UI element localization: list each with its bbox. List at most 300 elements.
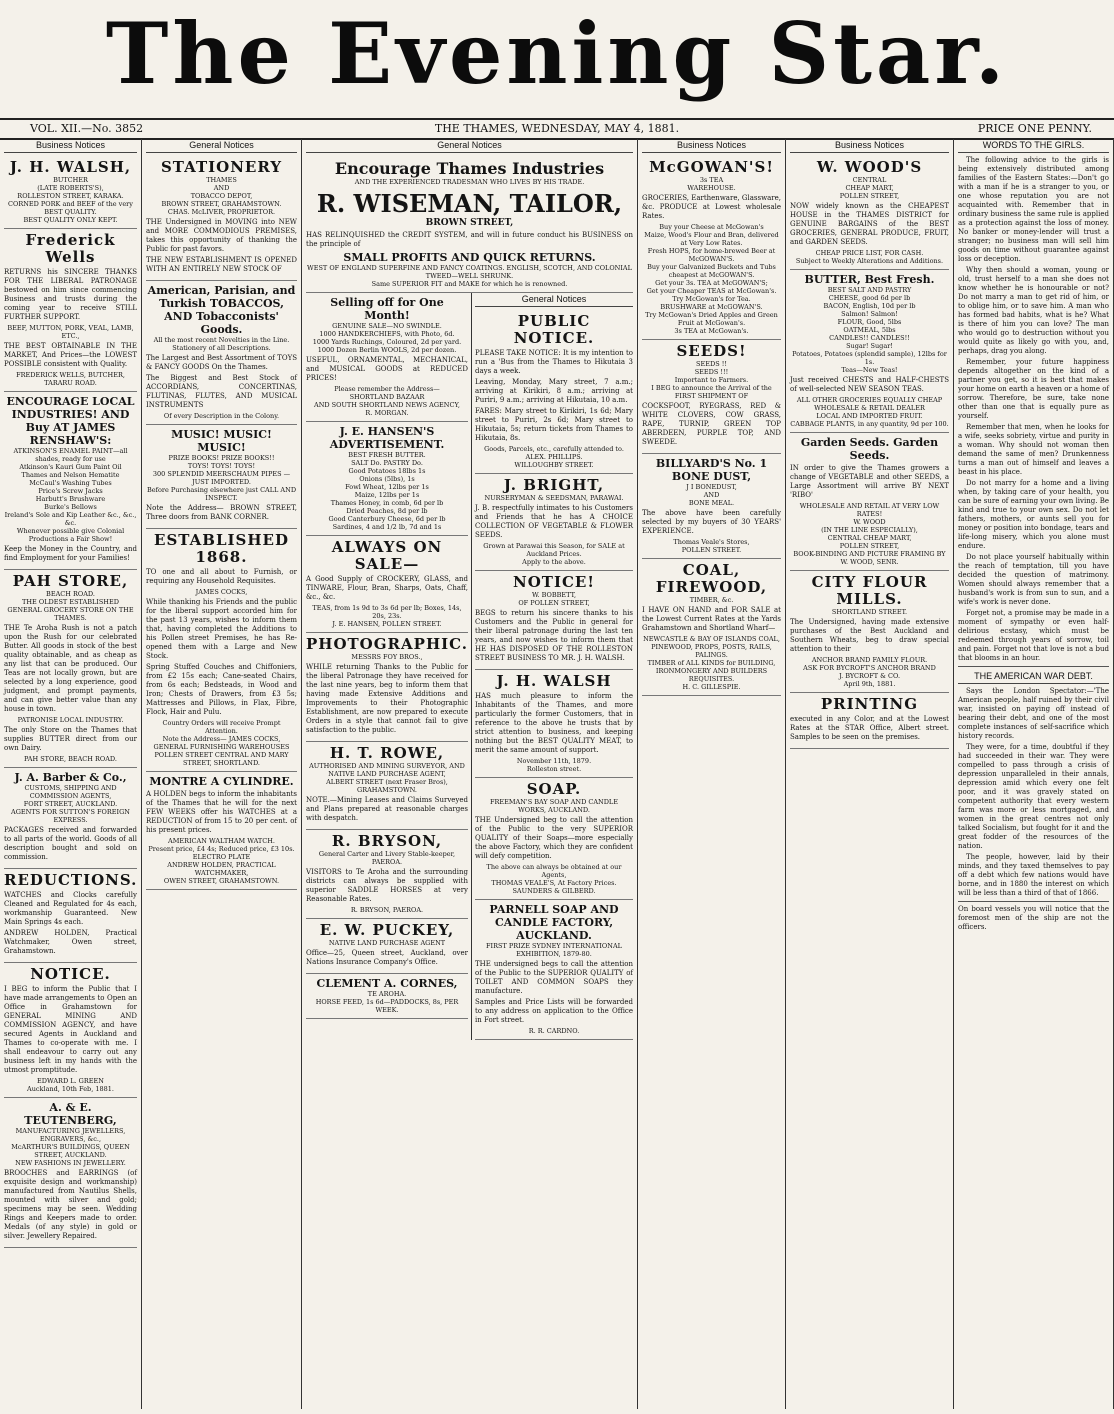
ad-line: General Carter and Livery Stable-keeper, PAEROA. bbox=[318, 850, 456, 866]
ad-line: The above have been carefully selected by my buyers of 30 YEARS' EXPERIENCE. bbox=[642, 509, 781, 535]
advertisement bbox=[146, 281, 297, 425]
ad-line: While thanking his Friends and the public for the liberal support accorded him for the past 13 years, wishes to inform them that, having completed the Additions to his Pollen street Premises, he has Re-opened them with a Large and New Stock. bbox=[146, 598, 297, 660]
ad-line: 1000 Dozen Berlin WOOLS, 2d per dozen. bbox=[317, 346, 457, 354]
ad-line: BACON, English, 10d per lb bbox=[823, 302, 916, 310]
ad-line: BROWN STREET, GRAHAMSTOWN. bbox=[161, 200, 282, 208]
ad-line: The only Store on the Thames that supplies BUTTER direct from our own Dairy. bbox=[4, 726, 137, 752]
ad-line: VISITORS to Te Aroha and the surrounding districts can always be supplied with superior SADDLE HORSES at very Reasonable Rates. bbox=[306, 868, 468, 903]
advertisement bbox=[475, 310, 633, 474]
ad-line: Get your Cheaper TEAS at McGowan's. bbox=[646, 287, 777, 295]
ad-line: THE NEW ESTABLISHMENT IS OPENED WITH AN ENTIRELY NEW STOCK OF bbox=[146, 256, 297, 273]
ad-line: POLLEN STREET CENTRAL AND MARY STREET, SHORTLAND. bbox=[154, 751, 289, 767]
ad-line: ASK FOR BYCROFT'S ANCHOR BRAND bbox=[803, 664, 936, 672]
column-4-heading: General Notices bbox=[475, 293, 633, 307]
ad-line: Subject to Weekly Alterations and Additions. bbox=[795, 257, 944, 265]
ad-line: OF POLLEN STREET, bbox=[518, 599, 590, 607]
wide-ad-subheadline: AND THE EXPERIENCED TRADESMAN WHO LIVES BY HIS TRADE. bbox=[354, 178, 585, 186]
wide-ad-text: HAS RELINQUISHED the CREDIT SYSTEM, and will in future conduct his BUSINESS on the principle of bbox=[306, 231, 633, 248]
ad-headline: R. BRYSON, bbox=[331, 832, 443, 850]
ad-line: The Undersigned, having made extensive purchases of the Best Auckland and Southern Wheats, beg to draw special attention to their bbox=[790, 618, 949, 653]
ad-line: April 9th, 1881. bbox=[843, 680, 896, 688]
ad-line: USEFUL, ORNAMENTAL, MECHANICAL, and MUSICAL GOODS at REDUCED PRICES! bbox=[306, 356, 468, 382]
ad-line: Maize, Wood's Flour and Bran, delivered at Very Low Rates. bbox=[644, 231, 779, 247]
ad-line: MESSRS FOY BROS., bbox=[351, 653, 423, 661]
ad-line: (LATE ROBERTS'S), bbox=[37, 184, 104, 192]
issue-date: THE THAMES, WEDNESDAY, MAY 4, 1881. bbox=[434, 122, 680, 135]
ad-headline: CITY FLOUR MILLS. bbox=[811, 573, 928, 608]
ad-headline: ALWAYS ON SALE— bbox=[331, 538, 443, 573]
ad-line: BRUSHWARE at McGOWAN'S. bbox=[660, 303, 763, 311]
ad-line: Teas—New Teas! bbox=[841, 366, 898, 374]
ad-line: AGENTS FOR SUTTON'S FOREIGN EXPRESS. bbox=[11, 808, 130, 824]
ad-line: Spring Stuffed Couches and Chiffoniers, from £2 15s each; Cane-seated Chairs, from 6s each; Bedsteads, in Wood and Iron; Chests of Drawers, from £3 5s; Mattresses and Pillows, in Flax, Fibre, Flock, Hair and Pulu. bbox=[146, 663, 297, 716]
ad-line: PACKAGES received and forwarded to all parts of the world. Goods of all description bought and sold on commission. bbox=[4, 826, 137, 861]
ad-headline: J. H. WALSH bbox=[496, 672, 612, 690]
ad-line: HAS much pleasure to inform the Inhabitants of the Thames, and more particularly the former Customers, that in reference to the above he trusts that by strict attention to business, and keeping nothing but the BEST QUALITY MEAT, to merit the same amount of support. bbox=[475, 692, 633, 754]
ad-headline: J. H. WALSH, bbox=[9, 158, 132, 176]
ad-line: CORNED PORK and BEEF of the very BEST QUALITY. bbox=[8, 200, 133, 216]
column-3b-ads bbox=[475, 310, 633, 1040]
ad-headline: Selling off for One Month! bbox=[330, 296, 444, 322]
masthead bbox=[0, 0, 1114, 118]
ad-headline: PUBLIC NOTICE. bbox=[513, 312, 595, 347]
ad-line: BONE MEAL. bbox=[688, 499, 735, 507]
ad-line: SEEDS !! bbox=[696, 360, 727, 368]
ad-line: CABBAGE PLANTS, in any quantity, 9d per 100. bbox=[790, 420, 949, 428]
advertisement bbox=[790, 693, 949, 749]
ad-line: Maize, 12lbs per 1s bbox=[354, 491, 420, 499]
ad-line: GENERAL FURNISHING WAREHOUSES bbox=[153, 743, 290, 751]
ad-line: Try McGowan's for Tea. bbox=[672, 295, 751, 303]
ad-line: Atkinson's Kauri Gum Paint Oil bbox=[19, 463, 122, 471]
ad-line: AUTHORISED AND MINING SURVEYOR, AND bbox=[309, 762, 465, 770]
ad-line: Goods, Parcels, etc., carefully attended to. bbox=[484, 445, 624, 453]
ad-line: 300 SPLENDID MEERSCHAUM PIPES —JUST IMPORTED. bbox=[152, 470, 291, 486]
advertisement bbox=[306, 422, 468, 536]
ad-line: CHAS. McLIVER, PROPRIETOR. bbox=[167, 208, 276, 216]
advertisement bbox=[4, 869, 137, 963]
ad-line: The Biggest and Best Stock of ACCORDIANS, CONCERTINAS, FLUTINAS, FLUTES, AND MUSICAL INSTRUMENTS bbox=[146, 374, 297, 409]
ad-line: NATIVE LAND PURCHASE AGENT, bbox=[328, 770, 446, 778]
ad-line: FARES: Mary street to Kirikiri, 1s 6d; Mary street to Puriri, 2s 6d; Mary street to Hikutaia, 5s; return tickets from Thames to Hikutaia, 8s. bbox=[475, 407, 633, 442]
ad-line: FORT STREET, AUCKLAND. bbox=[23, 800, 118, 808]
article-paragraph: Remember, your future happiness depends altogether on the kind of a partner you get, so it is best that makes your home on earth a heaven or a home of sorrow. Therefore, be sure, take none other than one that is equally pure as yourself. bbox=[958, 358, 1109, 420]
ad-line: SALT Do. PASTRY Do. bbox=[351, 459, 423, 467]
advertisement bbox=[475, 474, 633, 571]
column-6-ads bbox=[790, 156, 949, 749]
words-to-girls-article bbox=[958, 156, 1109, 663]
advertisement bbox=[4, 229, 137, 392]
ad-line: Of every Description in the Colony. bbox=[163, 412, 280, 420]
wide-ad-street: BROWN STREET, bbox=[425, 218, 514, 228]
article-paragraph: Do not place yourself habitually within the reach of temptation, till you have decided the question of matrimony. Women should always remember that a husband's work is from sun to sun, and a wife's work is never done. bbox=[958, 553, 1109, 606]
ad-line: TE AROHA. bbox=[367, 990, 407, 998]
ad-line: Thomas Veale's Stores, bbox=[673, 538, 750, 546]
ad-line: I HAVE ON HAND and FOR SALE at the Lowest Current Rates at the Yards Grahamstown and Shortland Wharf— bbox=[642, 606, 781, 632]
ad-line: Leaving, Monday, Mary street, 7 a.m.; arriving at Kirikiri, 8 a.m.; arriving at Puriri, 9 a.m.; arriving at Hikutaia, 10 a.m. bbox=[475, 378, 633, 404]
divider bbox=[958, 666, 1109, 667]
article-paragraph: They were, for a time, doubtful if they had succeeded in their war. They were compelled to pass through a crisis of depression unparalleled in their annals, depression amid which every one felt poor, and it was gravely stated on competent authority that every western farm was more or less mortgaged, and women in the great centres not only talked Socialism, but fought for it and the great fodder of the resources of the nation. bbox=[958, 743, 1109, 850]
ad-line: CANDLES!! CANDLES!! bbox=[829, 334, 910, 342]
ad-headline: H. T. ROWE, bbox=[329, 744, 445, 762]
ad-line: Rolleston street. bbox=[526, 765, 582, 773]
ad-line: Good Potatoes 18lbs 1s bbox=[348, 467, 426, 475]
ad-headline: PRINTING bbox=[820, 695, 919, 713]
ad-headline: REDUCTIONS. bbox=[4, 871, 138, 889]
ad-headline: MUSIC! MUSIC! MUSIC! bbox=[171, 428, 272, 454]
advertisement bbox=[790, 270, 949, 433]
ad-line: Buy your Cheese at McGowan's bbox=[659, 223, 764, 231]
ad-line: Auckland, 10th Feb, 1881. bbox=[27, 1085, 114, 1093]
ad-line: GENUINE SALE—NO SWINDLE. bbox=[332, 322, 442, 330]
ad-line: A Good Supply of CROCKERY, GLASS, and TINWARE, Flour, Bran, Sharps, Oats, Chaff, &c., &c. bbox=[306, 575, 468, 601]
advertisement bbox=[475, 900, 633, 1040]
ad-headline: NOTICE. bbox=[30, 965, 111, 983]
ad-line: FREEMAN'S BAY SOAP AND CANDLE WORKS, AUCKLAND. bbox=[489, 798, 618, 814]
ad-headline: NOTICE! bbox=[513, 573, 595, 591]
ad-line: H. C. GILLESPIE. bbox=[682, 683, 741, 691]
ad-line: Ireland's Sole and Kip Leather &c., &c., &c. bbox=[4, 511, 137, 527]
ad-line: IN order to give the Thames growers a change of VEGETABLE and other SEEDS, a Large Assortment will arrive BY NEXT 'RIBO' bbox=[790, 464, 949, 499]
ad-line: TOBACCO DEPOT, bbox=[190, 192, 253, 200]
ad-line: November 11th, 1879. bbox=[516, 757, 592, 765]
advertisement bbox=[306, 830, 468, 919]
column-6 bbox=[786, 139, 954, 1409]
wide-ad-name: R. WISEMAN, TAILOR, bbox=[316, 189, 623, 218]
ad-line: BUTCHER bbox=[53, 176, 88, 184]
ad-line: WHILE returning Thanks to the Public for the liberal Patronage they have received for the last nine years, beg to inform them that having made Extensive Additions and Improvements to their Photographic Establishment, are now prepared to execute Orders in a style that cannot fail to give satisfaction to the public. bbox=[306, 663, 468, 734]
article-paragraph: Forget not, a promise may be made in a moment of sympathy or even half-delirious ecstasy, which must be redeemed through years of sorrow, toil and pain. Forget not that love is not a bud that blooms in an hour. bbox=[958, 609, 1109, 662]
ad-line: 1000 HANDKERCHIEFS, with Photo, 6d. bbox=[319, 330, 455, 338]
ad-line: Present price, £4 4s; Reduced price, £3 10s. bbox=[148, 845, 295, 853]
ad-line: I BEG to announce the Arrival of the FIRST SHIPMENT OF bbox=[651, 384, 772, 400]
ad-headline: Garden Seeds. Garden Seeds. bbox=[800, 436, 939, 462]
ad-line: THOMAS VEALE'S, At Factory Prices. bbox=[491, 879, 617, 887]
ad-line: BEGS to return his sincere thanks to his Customers and the Public in general for their liberal patronage during the last ten years, and now wishes to inform them that HE HAS DISPOSED OF THE ROLLESTON STREET BUSINESS TO MR. J. H. WALSH. bbox=[475, 609, 633, 662]
ad-line: WHOLESALE AND RETAIL AT VERY LOW RATES! bbox=[799, 502, 940, 518]
column-3a-ads bbox=[306, 293, 472, 1040]
ad-headline: STATIONERY bbox=[160, 158, 283, 176]
ad-line: FLOUR, Good, 5lbs bbox=[837, 318, 902, 326]
ad-line: BEACH ROAD. bbox=[46, 590, 95, 598]
ad-line: PATRONISE LOCAL INDUSTRY. bbox=[17, 716, 124, 724]
ad-line: I BEG to inform the Public that I have made arrangements to Open an Office in Grahamstown for GENERAL MINING AND COMMISSION AGENCY, and have secured Agents in Auckland and Thames to co-operate with me. I shall endeavour to carry out any business left in my hands with the utmost promptitude. bbox=[4, 985, 137, 1074]
ad-line: Sugar! Sugar! bbox=[846, 342, 893, 350]
ad-headline: PHOTOGRAPHIC. bbox=[306, 635, 469, 653]
ad-line: CUSTOMS, SHIPPING AND COMMISSION AGENTS, bbox=[24, 784, 117, 800]
ad-line: ALEX. PHILLIPS. bbox=[525, 453, 583, 461]
column-5-ads bbox=[642, 156, 781, 696]
ad-headline: Frederick Wells bbox=[25, 231, 116, 266]
ad-line: Office—25, Queen street, Auckland, over Nations Insurance Company's Office. bbox=[306, 949, 468, 966]
ad-line: TO one and all about to Furnish, or requiring any Household Requisites. bbox=[146, 568, 297, 585]
advertisement bbox=[306, 293, 468, 422]
column-1 bbox=[0, 139, 142, 1409]
column-5 bbox=[638, 139, 786, 1409]
ad-line: J I BONEDUST, bbox=[686, 483, 737, 491]
column-6-heading: Business Notices bbox=[790, 139, 949, 153]
ad-line: Grown at Parawai this Season, for SALE at Auckland Prices. bbox=[483, 542, 625, 558]
ad-line: THE Te Aroha Rush is not a patch upon the Rush for our celebrated Butter. All goods in stock of the best quality obtainable, and as cheap as any list that can be produced. Our Teas are not locally grown, but are selected by a long experience, good judgment, and prompt payments, and can give better value than any house in town. bbox=[4, 624, 137, 713]
advertisement bbox=[642, 156, 781, 340]
article-paragraph: The people, however, laid by their minds, and they taxed themselves to pay off a debt which few nations would have borne, and in 1880 the interest on which will be less than a third of that of 1866. bbox=[958, 853, 1109, 897]
ad-headline: W. WOOD'S bbox=[816, 158, 923, 176]
ad-line: Keep the Money in the Country, and find Employment for your Families! bbox=[4, 545, 137, 562]
ad-line: ANDREW HOLDEN, Practical Watchmaker, Owen street, Grahamstown. bbox=[4, 929, 137, 955]
volume-number: VOL. XII.—No. 3852 bbox=[30, 122, 144, 135]
advertisement bbox=[4, 392, 137, 570]
ad-line: TIMBER, &c. bbox=[689, 596, 734, 604]
ad-line: RETURNS his SINCERE THANKS FOR THE LIBERAL PATRONAGE bestowed on him since commencing Business and trusts during the coming year to receive STILL FURTHER SUPPORT. bbox=[4, 268, 137, 321]
advertisement bbox=[146, 772, 297, 890]
price: PRICE ONE PENNY. bbox=[977, 122, 1092, 135]
ad-line: Potatoes, Potatoes (splendid sample), 12lbs for 1s. bbox=[792, 350, 947, 366]
ad-line: ALL OTHER GROCERIES EQUALLY CHEAP bbox=[796, 396, 943, 404]
ad-line: CHEAP PRICE LIST, FOR CASH. bbox=[815, 249, 924, 257]
advertisement bbox=[790, 571, 949, 693]
ad-headline: SEEDS! bbox=[676, 342, 747, 360]
ad-line: (IN THE LINE ESPECIALLY), bbox=[821, 526, 918, 534]
ad-line: WHOLESALE & RETAIL DEALER bbox=[814, 404, 925, 412]
ad-line: THE OLDEST ESTABLISHED GENERAL GROCERY STORE ON THE THAMES. bbox=[7, 598, 134, 622]
ad-headline: SOAP. bbox=[526, 780, 582, 798]
ad-line: AND bbox=[213, 184, 230, 192]
ad-line: All the most recent Novelties in the Line. bbox=[153, 336, 290, 344]
ad-line: POLLEN STREET, bbox=[839, 192, 900, 200]
ad-line: NEW FASHIONS IN JEWELLERY. bbox=[15, 1159, 126, 1167]
ad-line: ROLLESTON STREET, KARAKA. bbox=[17, 192, 124, 200]
advertisement bbox=[790, 433, 949, 571]
column-7 bbox=[954, 139, 1114, 1409]
ad-line: WILLOUGHBY STREET. bbox=[514, 461, 594, 469]
ad-line: CENTRAL bbox=[852, 176, 887, 184]
ad-line: Stationery of all Descriptions. bbox=[172, 344, 271, 352]
advertisement bbox=[4, 1098, 137, 1248]
ad-line: FIRST PRIZE SYDNEY INTERNATIONAL EXHIBITION, 1879-80. bbox=[486, 942, 622, 958]
ad-line: The Largest and Best Assortment of TOYS & FANCY GOODS On the Thames. bbox=[146, 354, 297, 371]
ad-headline: A. & E. TEUTENBERG, bbox=[24, 1101, 117, 1127]
ad-line: Whenever possible give Colonial Productions a Fair Show! bbox=[16, 527, 125, 543]
advertisement bbox=[4, 768, 137, 869]
ad-line: Thames and Nelson Hematite bbox=[21, 471, 120, 479]
ad-headline: E. W. PUCKEY, bbox=[319, 921, 455, 939]
ad-line: executed in any Color, and at the Lowest Rates at the STAR Office, Albert street. Samples to be seen on the premises. bbox=[790, 715, 949, 741]
ad-line: Fresh HOPS, for home-brewed Beer at McGOWAN'S. bbox=[647, 247, 776, 263]
ad-line: NEWCASTLE & BAY OF ISLANDS COAL, bbox=[643, 635, 780, 643]
ad-line: TIMBER of ALL KINDS for BUILDING, bbox=[647, 659, 776, 667]
column-1-ads bbox=[4, 156, 137, 1248]
article-paragraph: Says the London Spectator:—'The American people, half ruined by their civil war, insisted on paying off instead of bearing their debt, and one of the most complete instances of self-sacrifice which history records. bbox=[958, 687, 1109, 740]
ad-line: PAH STORE, BEACH ROAD. bbox=[24, 755, 117, 763]
advertisement bbox=[306, 742, 468, 830]
column-5-heading: Business Notices bbox=[642, 139, 781, 153]
ad-line: TEAS, from 1s 9d to 3s 6d per lb; Boxes, 14s, 20s, 23s. bbox=[312, 604, 462, 620]
ad-line: Buy your Galvanized Buckets and Tubs cheapest at McGOWAN'S. bbox=[647, 263, 776, 279]
wide-ad-line-1: WEST OF ENGLAND SUPERFINE AND FANCY COATINGS. ENGLISH, SCOTCH, AND COLONIAL TWEED—WELL SHRUNK. bbox=[307, 264, 632, 280]
ad-line: Thames Honey, in comb, 6d per lb bbox=[330, 499, 444, 507]
ad-line: ATKINSON'S ENAMEL PAINT—all shades, ready for use bbox=[13, 447, 128, 463]
ad-line: FREDERICK WELLS, BUTCHER, TARARU ROAD. bbox=[16, 371, 125, 387]
ad-line: Try McGowan's Dried Apples and Green Fruit at McGowan's. bbox=[645, 311, 778, 327]
ad-line: SHORTLAND BAZAAR bbox=[349, 393, 425, 401]
advertisement bbox=[475, 670, 633, 778]
ad-line: BEST QUALITY ONLY KEPT. bbox=[23, 216, 118, 224]
ad-headline: BILLYARD'S No. 1 BONE DUST, bbox=[655, 457, 768, 483]
ad-line: AMERICAN WALTHAM WATCH. bbox=[168, 837, 275, 845]
ad-line: McARTHUR'S BUILDINGS, QUEEN STREET, AUCKLAND. bbox=[11, 1143, 130, 1159]
ad-line: R. BRYSON, PAEROA. bbox=[350, 906, 424, 914]
ad-line: OWEN STREET, GRAHAMSTOWN. bbox=[163, 877, 280, 885]
ad-line: The above can always be obtained at our Agents, bbox=[486, 863, 622, 879]
ad-line: Samples and Price Lists will be forwarded to any address on application to the Office in Fort street. bbox=[475, 998, 633, 1024]
ad-line: LOCAL AND IMPORTED FRUIT. bbox=[816, 412, 923, 420]
ad-headline: PAH STORE, bbox=[12, 572, 129, 590]
ad-line: 1000 Yards Ruchings, Coloured, 2d per yard. bbox=[312, 338, 462, 346]
column-3-heading: General Notices bbox=[306, 139, 633, 153]
ad-line: THE Undersigned in MOVING into NEW and MORE COMMODIOUS PREMISES, takes this opportunity of thanking the Public for past favors. bbox=[146, 218, 297, 253]
advertisement bbox=[642, 559, 781, 696]
ad-line: PINEWOOD, PROPS, POSTS, RAILS, PALINGS. bbox=[651, 643, 772, 659]
advertisement bbox=[642, 454, 781, 559]
ad-line: BOOK-BINDING AND PICTURE FRAMING BY W. WOOD, SENR. bbox=[793, 550, 946, 566]
column-3 bbox=[302, 139, 638, 1409]
advertisement bbox=[306, 633, 468, 742]
article-paragraph: The following advice to the girls is being extensively distributed among families of the Eastern States:—Don't go with a man if he is a stranger to you, or one whose reputation you are not acquainted with. Remember that in ordinary business the same rule is applied as a protection against the loss of money. No banker or money-lender will trust a stranger; no business man will sell him goods on time without guarantee against loss or deception. bbox=[958, 156, 1109, 263]
ad-line: Country Orders will receive Prompt Attention. bbox=[162, 719, 281, 735]
ad-line: Apply to the above. bbox=[522, 558, 586, 566]
ad-line: IRONMONGERY AND BUILDERS REQUISITES. bbox=[655, 667, 768, 683]
ad-headline: J. BRIGHT, bbox=[503, 476, 605, 494]
words-to-girls-heading: WORDS TO THE GIRLS. bbox=[958, 139, 1109, 153]
ad-line: MANUFACTURING JEWELLERS, ENGRAVERS, &c., bbox=[15, 1127, 126, 1143]
article-paragraph: Do not marry for a home and a living when, by taking care of your health, you can be sure of earning your own living. Be kind and true to your own sex. Do not let fathers, mothers, or aunts sell you for money or position into bondage, tears and life-long misery, which you alone must endure. bbox=[958, 479, 1109, 550]
advertisement bbox=[790, 156, 949, 270]
ad-line: R. R. CARDNO. bbox=[528, 1027, 580, 1035]
ad-line: Onions (5lbs), 1s bbox=[359, 475, 415, 483]
war-debt-heading: THE AMERICAN WAR DEBT. bbox=[958, 670, 1109, 684]
ad-line: BROOCHES and EARRINGS (of exquisite design and workmanship) manufactured from Nautilus Shells, mounted with silver and gold; specimens may be seen. Wedding Rings and Keepers made to order. Medals (of any style) in gold or silver. Jewellery Repaired. bbox=[4, 1169, 137, 1240]
ad-line: Note the Address— BROWN STREET, Three doors from BANK CORNER. bbox=[146, 504, 297, 521]
ad-line: Note the Address— JAMES COCKS, bbox=[162, 735, 281, 743]
ad-line: NATIVE LAND PURCHASE AGENT bbox=[328, 939, 446, 947]
ad-line: ALBERT STREET (next Fraser Bros), GRAHAMSTOWN. bbox=[326, 778, 448, 794]
ad-line: CHEESE, good 6d per lb bbox=[828, 294, 911, 302]
wide-ad-slogan: SMALL PROFITS AND QUICK RETURNS. bbox=[343, 251, 596, 264]
wide-ad-line-2: Same SUPERIOR FIT and MAKE for which he is renowned. bbox=[371, 280, 568, 288]
ad-line: CHEAP MART, bbox=[845, 184, 894, 192]
ad-line: THE undersigned begs to call the attention of the Public to the SUPERIOR QUALITY of TOILET AND COMMON SOAPS they manufacture. bbox=[475, 960, 633, 995]
ad-headline: ESTABLISHED 1868. bbox=[154, 531, 289, 566]
ad-line: BEEF, MUTTON, PORK, VEAL, LAMB, ETC., bbox=[7, 324, 134, 340]
advertisement bbox=[4, 156, 137, 229]
ad-line: PRIZE BOOKS! PRIZE BOOKS!! bbox=[168, 454, 275, 462]
ad-headline: MONTRE A CYLINDRE. bbox=[149, 775, 294, 788]
ad-headline: J. A. Barber & Co., bbox=[14, 771, 127, 784]
ad-line: Burke's Bellows bbox=[44, 503, 97, 511]
column-2-ads bbox=[146, 156, 297, 890]
ad-line: WATCHES and Clocks carefully Cleaned and Regulated for 4s each, workmanship Guaranteed. New Main Springs 4s each. bbox=[4, 891, 137, 926]
advertisement bbox=[306, 919, 468, 974]
dateline bbox=[0, 118, 1114, 140]
ad-line: Harbutt's Brushware bbox=[35, 495, 106, 503]
column-2-heading: General Notices bbox=[146, 139, 297, 153]
ad-line: HORSE FEED, 1s 6d—PADDOCKS, 8s, PER WEEK. bbox=[315, 998, 459, 1014]
ad-line: J. BYCROFT & CO. bbox=[838, 672, 901, 680]
ad-line: CENTRAL CHEAP MART, bbox=[827, 534, 912, 542]
ad-line: BEST SALT AND PASTRY bbox=[827, 286, 912, 294]
ad-line: W. WOOD bbox=[853, 518, 886, 526]
divider bbox=[958, 901, 1109, 902]
advertisement bbox=[306, 536, 468, 633]
ad-line: Price's Screw Jacks bbox=[38, 487, 103, 495]
ad-line: Fowl Wheat, 12lbs per 1s bbox=[345, 483, 429, 491]
ad-line: McCaul's Washing Tubes bbox=[29, 479, 112, 487]
ad-line: POLLEN STREET. bbox=[681, 546, 742, 554]
ad-line: W. BOBBETT, bbox=[531, 591, 577, 599]
ad-line: POLLEN STREET, bbox=[839, 542, 900, 550]
ad-line: JAMES COCKS, bbox=[195, 588, 248, 596]
wide-ad-headline: Encourage Thames Industries bbox=[334, 159, 605, 178]
ad-line: Get your 3s. TEA at McGOWAN'S; bbox=[655, 279, 768, 287]
ad-line: NURSERYMAN & SEEDSMAN, PARAWAI. bbox=[484, 494, 624, 502]
ad-headline: COAL, FIREWOOD, bbox=[655, 561, 768, 596]
ad-line: AND bbox=[703, 491, 720, 499]
advertisement bbox=[475, 571, 633, 670]
ad-line: THE BEST OBTAINABLE IN THE MARKET, And Prices—the LOWEST POSSIBLE consistent with Quality. bbox=[4, 342, 137, 368]
ad-line: 3s TEA bbox=[699, 176, 724, 184]
ad-line: SHORTLAND STREET. bbox=[831, 608, 908, 616]
advertisement bbox=[146, 156, 297, 281]
ad-line: PLEASE TAKE NOTICE: It is my intention to run a 'Bus from the Thames to Hikutaia 3 days a week. bbox=[475, 349, 633, 375]
advertisement bbox=[146, 425, 297, 529]
ad-line: OATMEAL, 5lbs bbox=[843, 326, 896, 334]
ad-line: NOW widely known as the CHEAPEST HOUSE in the THAMES DISTRICT for GENUINE BARGAINS of the BEST GROCERIES, GENERAL PRODUCE, FRUIT, and GARDEN SEEDS. bbox=[790, 202, 949, 246]
ad-line: TOYS! TOYS! TOYS! bbox=[187, 462, 256, 470]
ad-line: Sardines, 4 and 1/2 lb, 7d and 1s bbox=[332, 523, 442, 531]
ad-line: Good Canterbury Cheese, 6d per lb bbox=[328, 515, 446, 523]
ad-headline: J. E. HANSEN'S ADVERTISEMENT. bbox=[329, 425, 445, 451]
ad-line: THAMES bbox=[206, 176, 237, 184]
ad-line: COCKSFOOT, RYEGRASS, RED & WHITE CLOVERS, COW GRASS, RAPE, TURNIP, GREEN TOP ABERDEEN, PURPLE TOP, AND SWEEDE. bbox=[642, 402, 781, 446]
article-paragraph: Remember that men, when he looks for a wife, seeks sobriety, virtue and purity in a woman. Why should not woman then demand the same of men? Drunkenness turns a man out of himself and leaves a beast in his place. bbox=[958, 423, 1109, 476]
ad-line: R. MORGAN. bbox=[365, 409, 409, 417]
ad-line: SEEDS !!! bbox=[694, 368, 729, 376]
ad-line: EDWARD L. GREEN bbox=[37, 1077, 104, 1085]
ad-line: ANDREW HOLDEN, PRACTICAL WATCHMAKER, bbox=[167, 861, 276, 877]
ad-line: J. E. HANSEN, POLLEN STREET. bbox=[332, 620, 442, 628]
ad-line: Important to Farmers. bbox=[674, 376, 749, 384]
ad-line: Dried Peaches, 8d per lb bbox=[346, 507, 428, 515]
ad-line: Please remember the Address— bbox=[334, 385, 440, 393]
closing-paragraph: On board vessels you will notice that the foremost men of the ship are not the officers. bbox=[958, 905, 1109, 931]
ad-line: THE Undersigned beg to call the attention of the Public to the very SUPERIOR QUALITY of their Soaps—more especially the above Factory, which they are confident will defy competition. bbox=[475, 816, 633, 860]
ad-line: Just received CHESTS and HALF-CHESTS of well-selected NEW SEASON TEAS. bbox=[790, 376, 949, 393]
ad-line: J. B. respectfully intimates to his Customers and Friends that he has A CHOICE COLLECTION OF VEGETABLE & FLOWER SEEDS. bbox=[475, 504, 633, 539]
advertisement bbox=[642, 340, 781, 454]
ad-line: AND SOUTH SHORTLAND NEWS AGENCY, bbox=[314, 401, 460, 409]
ad-headline: ENCOURAGE LOCAL INDUSTRIES! AND Buy AT JAMES RENSHAW'S: bbox=[6, 395, 135, 447]
ad-line: ANCHOR BRAND FAMILY FLOUR. bbox=[811, 656, 928, 664]
column-1-heading: Business Notices bbox=[4, 139, 137, 153]
column-3-subcolumns bbox=[306, 293, 633, 1040]
column-2 bbox=[142, 139, 302, 1409]
ad-line: Salmon! Salmon! bbox=[841, 310, 898, 318]
ad-line: WAREHOUSE. bbox=[687, 184, 736, 192]
ad-headline: PARNELL SOAP AND CANDLE FACTORY, AUCKLAND. bbox=[489, 903, 619, 942]
column-3b bbox=[472, 293, 633, 1040]
ad-line: GROCERIES, Earthenware, Glassware, &c. PRODUCE at Lowest wholesale Rates. bbox=[642, 194, 781, 220]
ad-line: NOTE.—Mining Leases and Claims Surveyed and Plans prepared at reasonable charges with despatch. bbox=[306, 796, 468, 822]
